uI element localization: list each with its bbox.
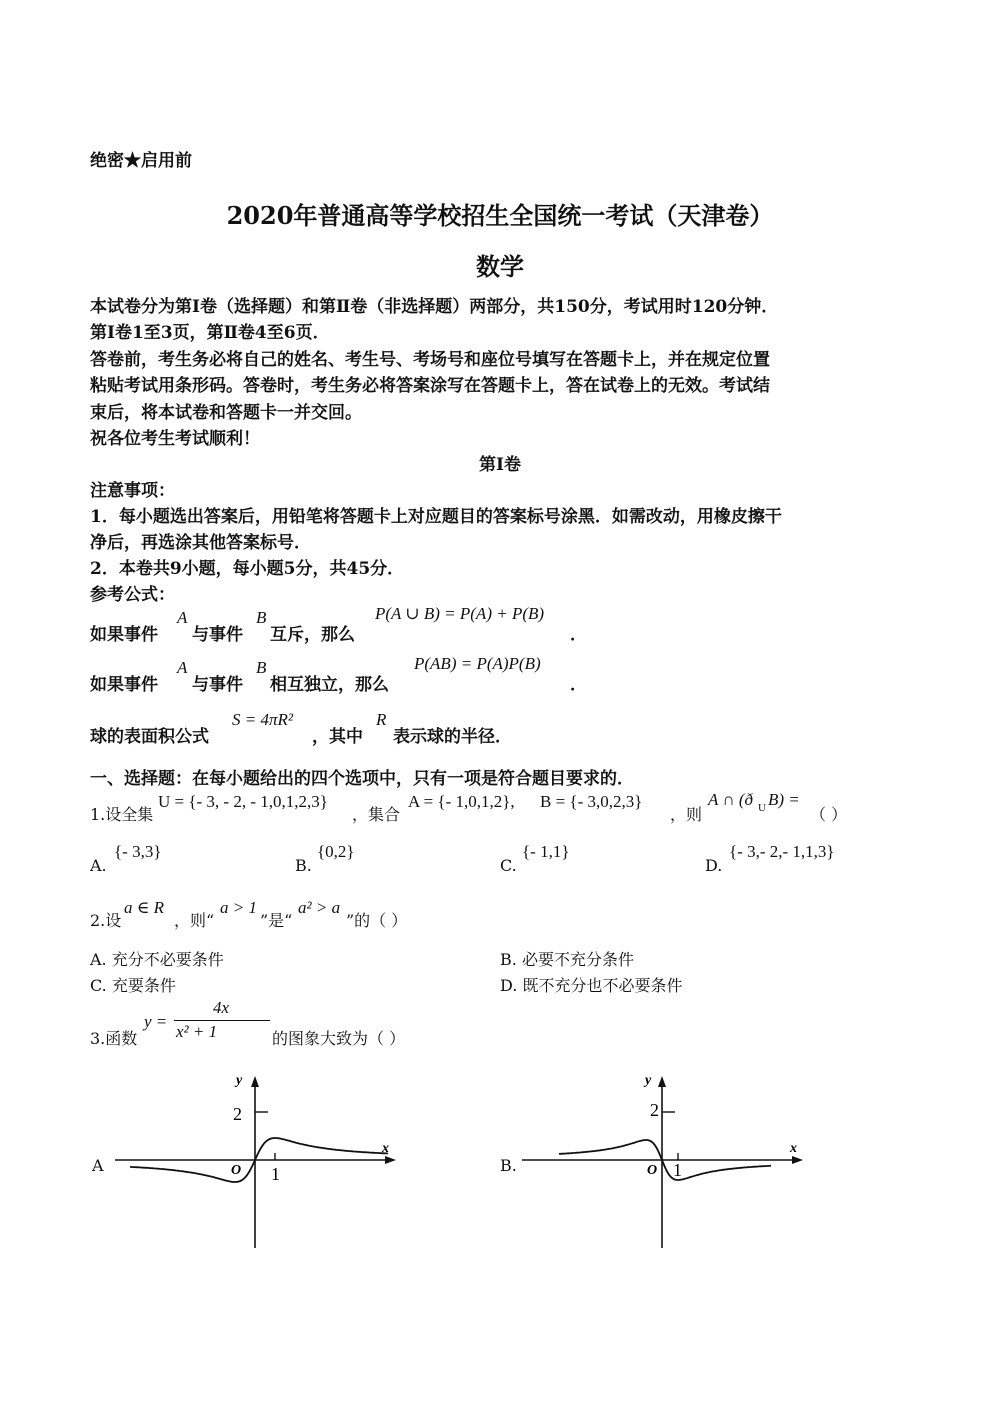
part1-heading: 第I卷	[479, 455, 521, 475]
intro-line-3: 答卷前，考生务必将自己的姓名、考生号、考场号和座位号填写在答题卡上，并在规定位置	[90, 350, 770, 370]
q2-prefix: 2.设	[90, 911, 122, 930]
q3-numerator: 4x	[212, 998, 230, 1017]
formula-2-end: ．	[570, 675, 587, 695]
q2-option-c[interactable]	[90, 973, 176, 996]
formula-3-math: S = 4πR²	[232, 710, 293, 729]
intro-line-5: 束后，将本试卷和答题卡一并交回。	[90, 403, 362, 423]
q1-option-a-label: A.	[90, 856, 107, 875]
formula-3-radius: R	[376, 710, 387, 729]
formula-2-text-a: 如果事件	[90, 675, 158, 695]
formula-1-math: P(A ∪ B) = P(A) + P(B)	[375, 604, 545, 623]
q1-option-a-value: {- 3,3}	[114, 842, 162, 861]
exam-title: 2020年普通高等学校招生全国统一考试（天津卷）	[226, 201, 774, 230]
question-2	[90, 896, 950, 930]
q3-graph-b[interactable]	[497, 1068, 817, 1258]
y-axis-arrow	[251, 1076, 259, 1087]
q1-complement-sub: U	[758, 802, 766, 814]
q3-y-equals: y =	[144, 1012, 168, 1031]
q2-suffix: ”的（ ）	[346, 911, 408, 930]
y-axis-label: y	[236, 1073, 243, 1088]
q2-option-a-value: 充分不必要条件	[111, 950, 224, 969]
formula-1-event-b: B	[256, 608, 267, 627]
q1-expression: A ∩ (ð	[708, 790, 754, 809]
q3-denominator: x² + 1	[176, 1022, 218, 1041]
q2-mid-1: ，则“	[174, 911, 215, 930]
q2-option-a[interactable]	[90, 947, 224, 970]
section-1-heading: 一、选择题：在每小题给出的四个选项中，只有一项是符合题目要求的．	[90, 769, 634, 789]
q1-option-b-value: {0,2}	[317, 842, 355, 861]
q1-prefix: 1.设全集	[90, 805, 154, 824]
y-tick-label: 2	[233, 1104, 242, 1124]
secret-label: 绝密★启用前	[90, 151, 192, 171]
q3-graph-b-label: B.	[500, 1156, 517, 1175]
x-axis-label: x	[790, 1141, 797, 1156]
q2-option-b[interactable]	[500, 947, 634, 970]
intro-line-2: 第Ⅰ卷1至3页，第Ⅱ卷4至6页．	[90, 323, 330, 343]
q3-prefix: 3.函数	[90, 1029, 138, 1048]
formula-1-text-a: 如果事件	[90, 625, 158, 645]
formula-label: 参考公式：	[90, 585, 175, 605]
q1-option-d-label: D.	[705, 856, 723, 875]
q1-blank: （ ）	[810, 805, 848, 824]
origin-label: O	[231, 1163, 242, 1178]
q1-option-b-label: B.	[295, 856, 312, 875]
formula-1-text-c: 互斥，那么	[270, 625, 355, 645]
q1-set-a: A = {- 1,0,1,2},	[408, 792, 515, 811]
y-axis-arrow	[658, 1076, 666, 1087]
q1-options	[90, 840, 950, 876]
intro-line-1: 本试卷分为第Ⅰ卷（选择题）和第Ⅱ卷（非选择题）两部分，共150分，考试用时120分钟．	[90, 297, 779, 317]
x-axis-arrow	[385, 1156, 396, 1164]
q3-graph-a[interactable]	[90, 1068, 410, 1258]
q1-expression-end: B) =	[768, 790, 800, 809]
question-3	[90, 998, 950, 1050]
question-1	[90, 790, 950, 824]
q1-set-b: B = {- 3,0,2,3}	[540, 792, 643, 811]
q2-option-a-label: A.	[90, 950, 107, 969]
q2-option-d-value: 既不充分也不必要条件	[522, 976, 683, 995]
q3-graph-a-label: A	[92, 1156, 104, 1175]
formula-3-text-a: 球的表面积公式	[90, 727, 209, 747]
q3-graph-b-svg	[497, 1068, 817, 1258]
formula-1-text-b: 与事件	[192, 625, 243, 645]
y-axis-label: y	[645, 1073, 652, 1088]
formula-2-event-a: A	[177, 658, 188, 677]
q1-mid-2: ，则	[670, 805, 703, 824]
q2-option-b-value: 必要不充分条件	[521, 950, 634, 969]
q2-statement-p: a > 1	[220, 898, 257, 917]
intro-line-6: 祝各位考生考试顺利！	[90, 429, 260, 449]
q1-mid-1: ，集合	[352, 805, 401, 824]
notice-label: 注意事项：	[90, 481, 175, 501]
q2-condition: a ∈ R	[124, 898, 164, 917]
formula-2-event-b: B	[256, 658, 267, 677]
y-tick-label: 2	[650, 1100, 659, 1120]
formula-3-text-c: 表示球的半径．	[393, 727, 512, 747]
notice-2: 2．本卷共9小题，每小题5分，共45分．	[90, 559, 405, 579]
formula-2	[90, 656, 950, 696]
q2-option-c-label: C.	[90, 976, 107, 995]
formula-2-math: P(AB) = P(A)P(B)	[414, 654, 541, 673]
formula-3	[90, 708, 950, 748]
q3-fraction-bar	[174, 1020, 270, 1021]
q2-statement-q: a² > a	[298, 898, 341, 917]
x-tick-label: 1	[271, 1164, 280, 1184]
formula-2-text-b: 与事件	[192, 675, 243, 695]
q3-suffix: 的图象大致为（ ）	[272, 1029, 406, 1048]
q1-option-c-label: C.	[500, 856, 517, 875]
q1-option-c-value: {- 1,1}	[522, 842, 570, 861]
notice-1a: 1．每小题选出答案后，用铅笔将答题卡上对应题目的答案标号涂黑．如需改动，用橡皮擦干	[90, 507, 782, 527]
formula-1	[90, 606, 950, 646]
origin-label: O	[647, 1163, 658, 1178]
q3-graph-a-svg	[90, 1068, 410, 1258]
subject-title: 数学	[476, 252, 524, 281]
q2-option-d[interactable]	[500, 973, 682, 996]
formula-2-text-c: 相互独立，那么	[270, 675, 389, 695]
x-axis-label: x	[382, 1141, 389, 1156]
q2-option-b-label: B.	[500, 950, 517, 969]
formula-1-event-a: A	[177, 608, 188, 627]
formula-3-text-b: ，其中	[312, 727, 363, 747]
q2-option-d-label: D.	[500, 976, 518, 995]
q2-mid-2: ”是“	[260, 911, 293, 930]
q2-option-c-value: 充要条件	[111, 976, 176, 995]
q1-option-d-value: {- 3,- 2,- 1,1,3}	[729, 842, 835, 861]
formula-1-end: ．	[570, 625, 587, 645]
x-axis-arrow	[792, 1156, 803, 1164]
notice-1b: 净后，再选涂其他答案标号．	[90, 533, 311, 553]
x-tick-label: 1	[673, 1160, 682, 1180]
intro-line-4: 粘贴考试用条形码。答卷时，考生务必将答案涂写在答题卡上，答在试卷上的无效。考试结	[90, 376, 770, 396]
q1-universal-set: U = {- 3, - 2, - 1,0,1,2,3}	[158, 792, 328, 811]
